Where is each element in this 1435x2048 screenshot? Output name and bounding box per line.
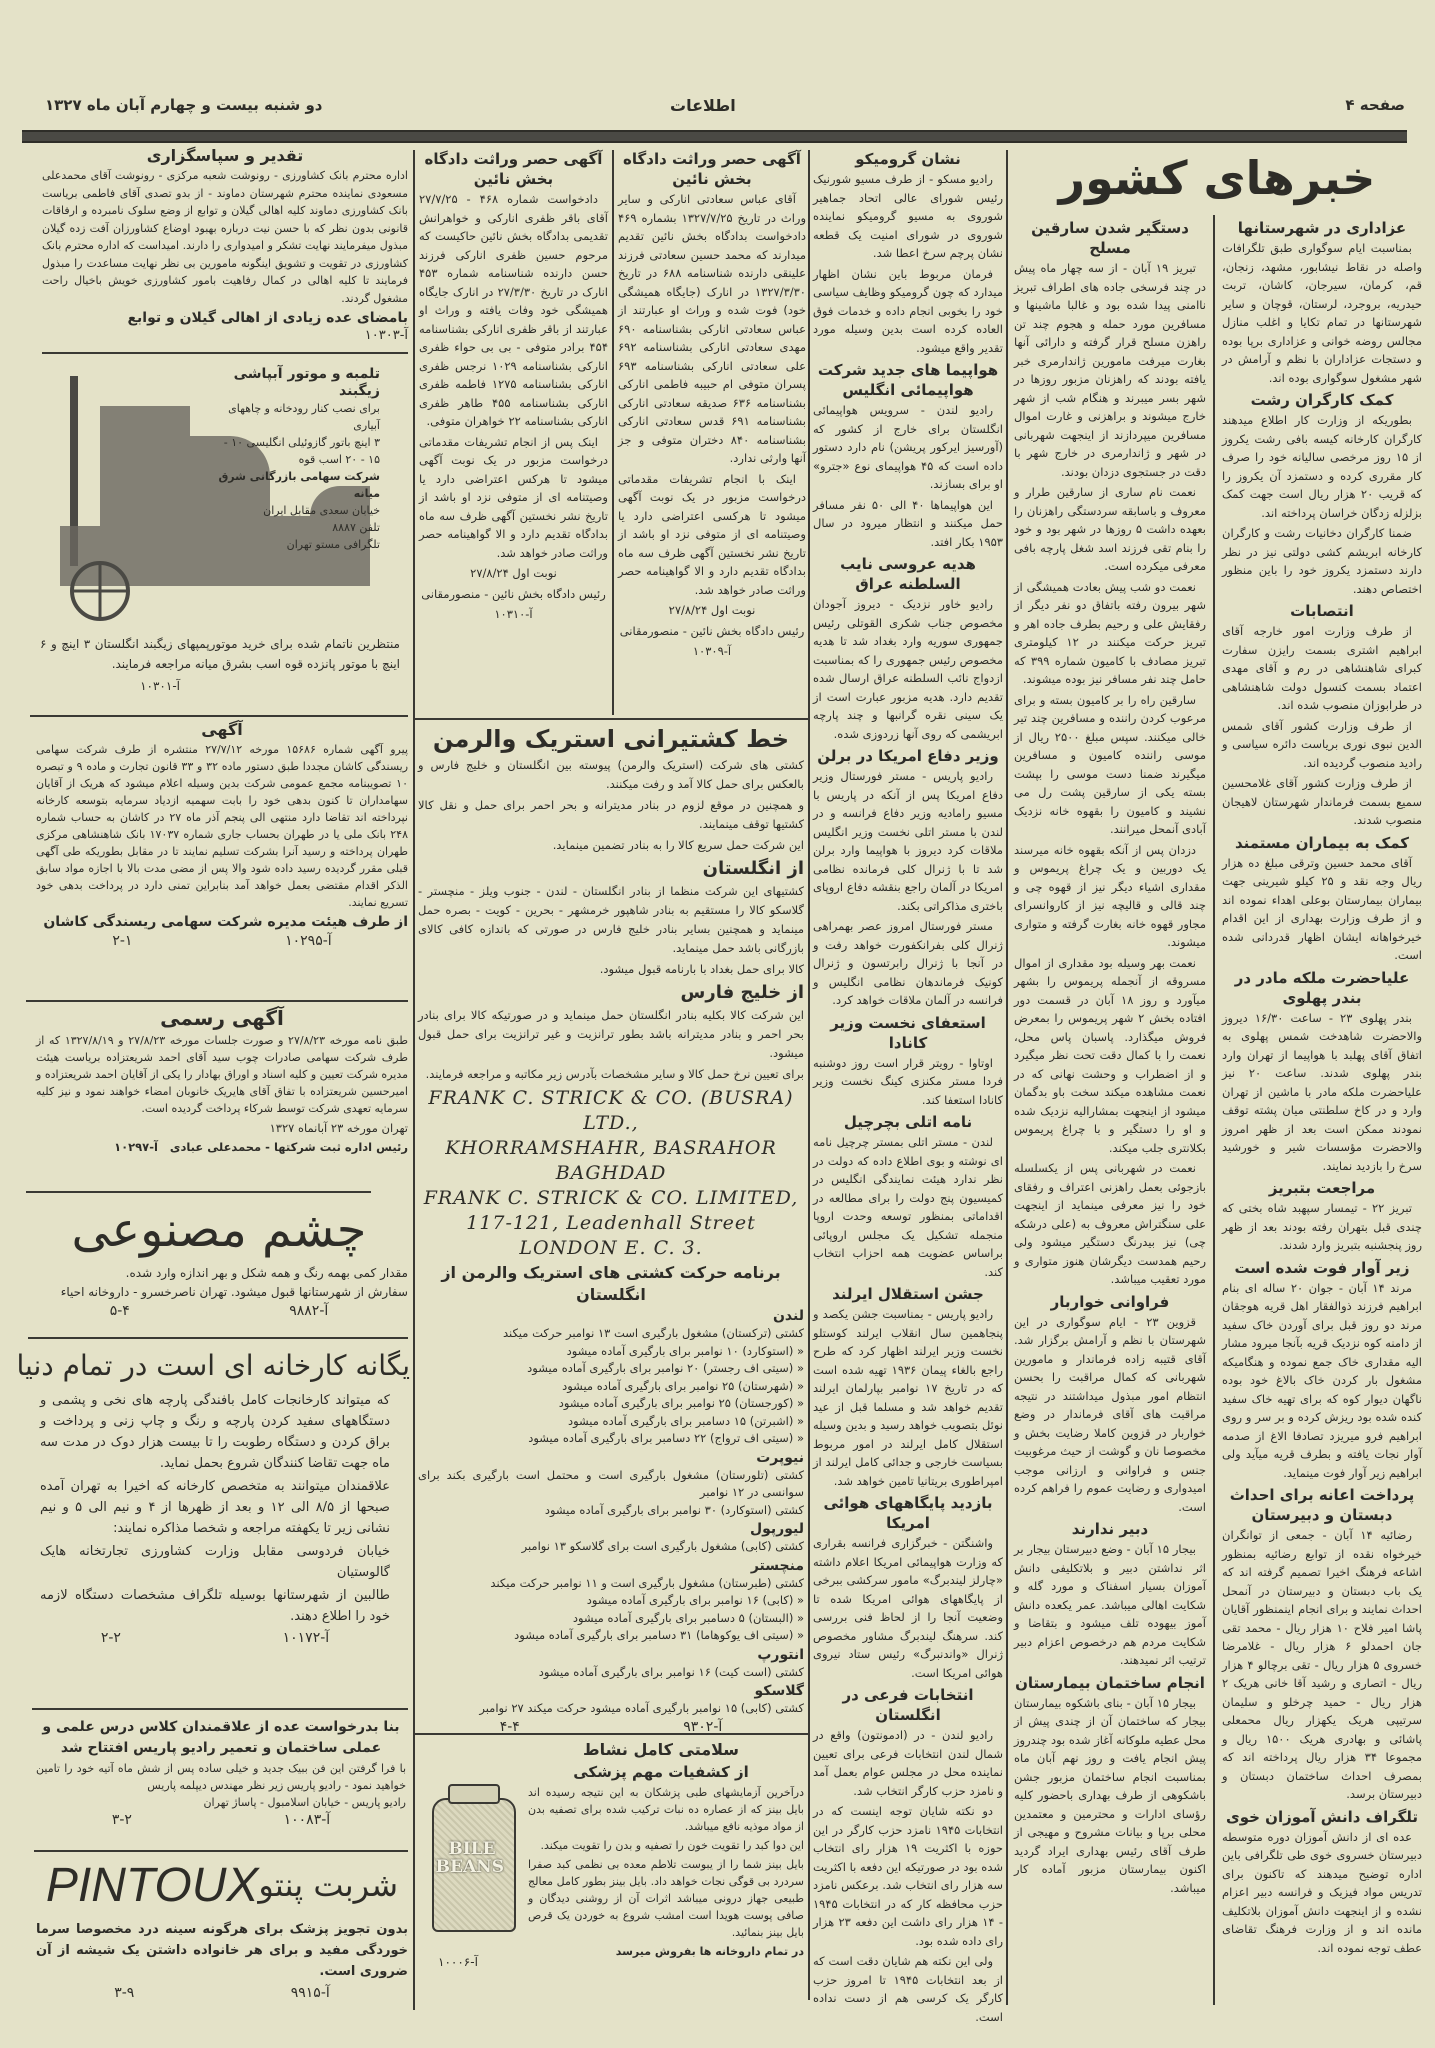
schedule-line: « (اشبرتن) ۱۵ دسامبر برای بارگیری آماده میشود — [567, 1413, 804, 1428]
ad-divider — [28, 1337, 408, 1339]
ad-text: مقدار کمی بهمه رنگ و همه شکل و بهر اندازه وارد شده. — [125, 1266, 408, 1280]
article-title: انجام ساختمان بیمارستان — [1015, 1673, 1205, 1692]
article-title: فراوانی خواربار — [1050, 1292, 1170, 1311]
article-paragraph: رادیو پاریس - بمناسبت جشن یکصد و پنجاهمین سال انقلاب ایرلند کوستلو نخست وزیر ایرلند اظهار کرد که طرح راجع بالغاء پیمان ۱۹۳۶ تهیه شده است که در تاریخ ۱۷ نوامبر بپارلمان ایرلند تقدیم خواهد شد و مسلما قبل از عید نوئل بتصویب خواهد رسید و بدین وسیله استقلال کامل ایرلند در امور مربوط بسیاست خارجی و جدائی کامل ایرلند از امپراطوری بریتانیا تامین خواهد شد. — [813, 1307, 1003, 1488]
article-title: انتصابات — [1290, 602, 1354, 620]
thanks-notice — [42, 144, 408, 344]
schedule-line: کشتی (ترکستان) مشغول بارگیری است ۱۳ نوامبر حرکت میکند — [502, 1326, 804, 1340]
article-paragraph: رادیو خاور نزدیک - دیروز آجودان مخصوص جناب شکری القوتلی رئیس جمهوری سوریه وارد بغداد شد تا هدیه مخصوص رئیس جمهوری را که بمناسبت ازدواج نائب السلطنه عراق ارسال شده تقدیم دارد. هدیه مزبور عبارت است از یک سینی نقره گرانبها و چند پارچه ابریشمی که روی آنها زردوزی شده. — [813, 597, 1003, 741]
article-paragraph: مستر فورستال امروز عصر بهمراهی ژنرال کلی بفرانکفورت خواهد رفت و در آنجا با ژنرال رابرتسون و ژنرال کونیک فرماندهان نظامی انگلیس و فرانسه در آلمان ملاقات خواهد کرد. — [813, 919, 1003, 1007]
court-notice-2 — [419, 146, 608, 626]
textile-factory-ad — [16, 1342, 410, 1647]
ad-code: آ-۱۰۰۸۳ — [283, 1812, 331, 1828]
ad-code: آ-۱۰۱۷۲ — [282, 1630, 330, 1646]
article-title: مراجعت بتبریز — [1268, 1179, 1376, 1197]
schedule-port: نیوپرت — [756, 1449, 804, 1466]
section-headline: خبرهای کشور — [1058, 151, 1376, 205]
article-title: کمک کارگران رشت — [1250, 391, 1394, 409]
ad-subtitle: از انگلستان — [702, 858, 804, 879]
ad-text: این شرکت حمل سریع کالا را به بنادر تضمین مینماید. — [552, 838, 804, 852]
ad-signature: بامضای عده زیادی از اهالی گیلان و توابع — [127, 310, 408, 326]
schedule-line: « (سیتی اف رجستر) ۲۰ نوامبر برای بارگیری آماده میشود — [527, 1361, 804, 1375]
article-title: کمک به بیماران مستمند — [1234, 833, 1410, 852]
issue-date: دو شنبه بیست و چهارم آبان ماه ۱۳۲۷ — [45, 96, 323, 114]
schedule-line: کشتی (کابی) مشغول بارگیری است برای گلاسکو ۱۳ نوامبر — [521, 1539, 804, 1553]
radio-class-ad — [36, 1716, 406, 1829]
ad-caption: منتظرین ناتمام شده برای خرید موتورپمپهای زیگبند انگلستان ۳ اینچ و ۶ اینچ با موتور پانزده قوه اسب بشرق میانه مراجعه فرمایند. — [40, 637, 400, 671]
schedule-line: کشتی (تلورستان) مشغول بارگیری است و محتمل است بارگیری بکند برای سوانسی در ۱۲ نوامبر — [418, 1467, 804, 1499]
article-paragraph: دادخواست شماره ۴۶۸ - ۲۷/۷/۲۵ آقای باقر ظفری انارکی و خواهرانش تقدیمی بدادگاه بخش نائین حاکیست که مرحوم حسین ظفری انارکی فرزند حسن دارنده شناسنامه شماره ۴۵۳ انارک در تاریخ ۲۷/۳/۳۰ در انارک جایگاه همیشگی خود وفات یافته و وراث او عبارتند از باقر ظفری انارکی بشناسنامه ۴۵۴ برادر متوفی - بی بی حواء ظفری انارکی بشناسنامه ۱۰۲۹ نرجس ظفری انارکی بشناسنامه ۱۲۷۵ فاطمه ظفری انارکی بشناسنامه ۴۵۵ طاهر ظفری انارکی بشناسنامه ۲۲ خواهران متوفی. — [419, 192, 608, 428]
ad-title: آگهی — [201, 720, 243, 739]
ad-title: آگهی رسمی — [160, 1006, 284, 1030]
ad-address: خیابان سعدی مقابل ایران — [263, 504, 380, 517]
schedule-port: گلاسکو — [754, 1683, 804, 1699]
ad-count: ۲-۲ — [100, 1630, 121, 1646]
schedule-line: « (کابی) ۱۶ نوامبر برای بارگیری آماده میشود — [586, 1593, 804, 1607]
ad-codes — [20, 1629, 410, 1647]
column-divider — [808, 150, 810, 2000]
schedule-line: کشتی (است کیت) ۱۶ نوامبر برای بارگیری آماده میشود — [538, 1664, 804, 1679]
ad-code: آ-۱۰۰۰۶ — [438, 1955, 478, 1969]
ad-count: ۳-۹ — [114, 1985, 135, 2001]
pintoux-syrup-ad — [36, 1855, 408, 2002]
article-paragraph: مرند ۱۴ آبان - جوان ۲۰ ساله ای بنام ابراهیم فرزند ذوالفقار اهل قریه هوجقان مرند دو روز قبل برای آوردن خاک سفید از دامنه کوه نزدیک قریه بآنجا میرود مشار الیه مقداری خاک جمع نموده و هنگامیکه مشغول بار کردن خاک بالاغ خود بوده ناگهان دیوار کوه که برای تهیه خاک سفید کنده شده بود ریزش کرده و بر سر و روی ابراهیم فرو میریزد تصادفا الاغ از صدمه آوار نجات یافته و بطرف قریه میآید ولی ابراهیم زیر آوار فوت مینماید. — [1222, 1280, 1422, 1480]
address-line: FRANK C. STRICK & CO. (BUSRA) LTD., — [428, 1087, 794, 1134]
notice-code: آ-۱۰۳۰۹ — [692, 644, 732, 658]
column-divider — [1213, 215, 1215, 2005]
news-column-a — [1222, 215, 1422, 1959]
ad-signature — [36, 1138, 408, 1157]
column-divider — [1006, 150, 1008, 2005]
schedule-port: منچستر — [750, 1557, 804, 1574]
ad-text: که میتواند کارخانجات کامل بافندگی پارچه های نخی و پشمی و دستگاههای سفید کردن پارچه و رنگ و چاپ زنی و پرداخت و براق کردن و دستگاه رطوبت را تا بیست هزار دوک در مدت سه ماه جهت تقاضا کنندگان شروع بحمل نماید. — [40, 1393, 390, 1471]
ad-codes — [36, 932, 408, 950]
medicine-bottle-illustration — [432, 1798, 516, 1932]
section-divider — [415, 718, 808, 720]
address-line: LONDON E. C. 3. — [519, 1237, 703, 1259]
address-line: FRANK C. STRICK & CO. LIMITED, — [423, 1187, 799, 1209]
pump-engine-ad — [20, 356, 410, 712]
address-line: KHORRAMSHAHR, BASRAHOR BAGHDAD — [445, 1137, 777, 1184]
ad-codes — [36, 1811, 406, 1829]
ad-text: سفارش از شهرستانها قبول میشود. تهران ناصرخسرو - داروخانه احیاء — [60, 1285, 408, 1299]
ad-telegraph: تلگرافی مستو تهران — [286, 538, 380, 551]
article-paragraph: تبریز ۲۲ - تیمسار سپهبد شاه بختی که چندی قبل بتهران رفته بودند بعد از ظهر روز پنجشنبه بتبریز وارد شدند. — [1222, 1201, 1422, 1252]
article-paragraph: اوتاوا - رویتر قرار است روز دوشنبه فردا مستر مکنزی کینگ نخست وزیر کانادا استعفا کند. — [813, 1055, 1003, 1107]
article-title: دستگیر شدن سارقین مسلح — [1031, 219, 1189, 257]
article-paragraph: نعمت در شهربانی پس از یکسلسله بازجوئی بعمل راهزنی اعتراف و رفقای خود را نیز معرفی مینماید از اینجهت علی سنگتراش معروف به (علی درشکه چی) نیز بیدرنگ دستگیر میشود ولی رحیم همدست دیگرشان هنوز متواری و مورد تعقیب میباشد. — [1014, 1161, 1206, 1286]
article-paragraph: رادیو مسکو - از طرف مسیو شورنیک رئیس شورای عالی اتحاد جماهیر شوروی به مسیو گرومیکو نماینده شوروی در شورای امنیت یک قطعه نشان پرچم سرخ اعطا شد. — [813, 172, 1003, 260]
ad-count: ۳-۲ — [111, 1812, 132, 1828]
article-paragraph: بمناسبت ایام سوگواری طبق تلگرافات واصله در نقاط نیشابور، مشهد، زنجان، قم، کرمان، سیرجان، کاشان، تربت حیدریه، بروجرد، لرستان، قوچان و سایر شهرستانها در تمام تکایا و اغلب منازل مجالس روضه خوانی و عزاداری برپا بوده و دستجات عزاداران با نظم و آرامش در شهر مشغول سوگواری بوده اند. — [1222, 241, 1422, 385]
article-title: بازدید پایگاههای هوائی امریکا — [823, 1494, 993, 1532]
article-paragraph: دو نکته شایان توجه اینست که در انتخابات ۱۹۴۵ نامزد حزب کارگر در این حوزه با اکثریت ۱۹ هزار رای انتخاب شده بود در صورتیکه این دفعه با اکثریت سه هزار رای انتخاب شد. برعکس نامزد حزب محافظه کار که در انتخابات ۱۹۴۵ - ۱۴ هزار رای داشت این دفعه ۲۳ هزار رای داده شده بود. — [813, 1804, 1004, 1948]
article-title: جشن استقلال ایرلند — [832, 1285, 984, 1303]
article-title: زیر آوار فوت شده است — [1234, 1258, 1410, 1277]
ad-divider — [26, 1191, 371, 1193]
shipping-schedule — [418, 1307, 804, 1718]
ad-text: درآخرین آزمایشهای طبی پزشکان به این نتیجه رسیده اند بایل بینز که از عصاره ده نبات ترکیب شده برای تصفیه بدن از مواد موذیه نافع میباشد. — [528, 1786, 804, 1833]
ad-title: تقدیر و سپاسگزاری — [146, 146, 304, 165]
schedule-port: لیورپول — [750, 1521, 804, 1537]
article-paragraph: آقای عباس سعادتی انارکی و سایر وراث در تاریخ ۱۳۲۷/۷/۲۵ بشماره ۴۶۹ دادخواست بدادگاه بخش نائین تقدیم میدارند که محمد حسین سعادتی فرزند علینقی دارنده شناسنامه ۶۸۸ در تاریخ ۱۳۲۷/۳/۳۰ در انارک (جایگاه همیشگی خود) فوت شده و وراث او عبارتند از عباس سعادتی انارکی بشناسنامه ۶۹۰ مهدی سعادتی انارکی بشناسنامه ۶۹۲ علی سعادتی انارکی بشناسنامه ۶۹۳ پسران متوفی ام حبیبه فاطمی انارکی بشناسنامه ۶۳۶ صدیقه سعادتی انارکی بشناسنامه ۶۹۱ قدس سعادتی انارکی بشناسنامه ۸۴۰ دختران متوفی و جز آنها وارثی ندارد. — [618, 192, 806, 465]
ad-text: کالا برای حمل بغداد با بارنامه قبول میشود. — [599, 962, 804, 976]
ad-text: بدون تجویز پزشک برای هرگونه سینه درد مخصوصا سرما خوردگی مفید و برای هر خانواده داشتن یک شیشه از آن ضروری است. — [36, 1922, 408, 1979]
ad-title: یگانه کارخانه ای است در تمام دنیا — [16, 1349, 410, 1382]
ad-codes — [36, 1984, 408, 2002]
ad-phone: تلفن ۸۸۸۷ — [332, 521, 380, 534]
ad-code: آ-۹۸۸۲ — [289, 1303, 329, 1319]
article-paragraph: بندر پهلوی ۲۳ - ساعت ۱۶/۳۰ دیروز والاحضرت شاهدخت شمس پهلوی به اتفاق آقای پهلبد با هواپیما از تهران وارد بندر پهلوی شدند. ساعت ۲۰ نیز علیاحضرت ملکه مادر با ماشین از تهران وارد و در کاخ سلطنتی میان پشته توقف نمودند ممکن است بعد از ظهر امروز والاحضرت مؤسسات شیر و خورشید سرخ را بازدید نمایند. — [1222, 1010, 1423, 1173]
ad-divider — [42, 352, 408, 354]
article-paragraph: ولی این نکته هم شایان دقت است که از بعد انتخابات ۱۹۴۵ تا امروز حزب کارگر یک کرسی هم از دست نداده است. — [813, 1954, 1003, 2024]
ad-signature-text: رئیس اداره ثبت شرکتها - محمدعلی عبادی — [169, 1140, 408, 1154]
ad-divider — [32, 1708, 408, 1710]
schedule-line: « (شهرستان) ۲۵ نوامبر برای بارگیری آماده میشود — [562, 1378, 804, 1393]
ad-code: آ-۹۹۱۵ — [290, 1985, 330, 2001]
ad-text: کشتی های شرکت (استریک والرمن) پیوسته بین انگلستان و خلیج فارس و بالعکس برای حمل کالا آمد و رفت میکنند. — [418, 758, 804, 791]
article-title: نامه اتلی بچرچیل — [843, 1113, 973, 1131]
schedule-line: « (کورجستان) ۲۵ نوامبر برای بارگیری آماده میشود — [558, 1396, 804, 1410]
article-title: علیاحضرت ملکه مادر در بندر پهلوی — [1234, 968, 1410, 1007]
kashan-notice — [36, 719, 408, 950]
ad-text: برای تعیین نرخ حمل کالا و سایر مشخصات بآدرس زیر مکاتبه و مراجعه فرمایند. — [425, 1067, 804, 1081]
ad-codes — [30, 1302, 408, 1320]
bottle-label: BILE BEANS — [435, 1839, 504, 1877]
article-title: نشان گرومیکو — [855, 150, 961, 168]
article-paragraph: نعمت دو شب پیش بعادت همیشگی از شهر بیرون رفته باتفاق دو نفر دیگر از رفقایش علی و رحیم بطرف جاده اهر و تبریز حرکت میکنند در ۱۲ کیلومتری تبریز مصادف با کامیون شماره ۳۹۹ که حامل چند نفر مسافر نیز بوده میشوند. — [1014, 579, 1207, 686]
article-title: تلگراف دانش آموزان خوی — [1225, 1807, 1419, 1826]
ad-text: این دوا کبد را تقویت خون را تصفیه و بدن را تقویت میکند. — [540, 1839, 804, 1852]
article-paragraph: از طرف وزارت کشور آقای شمس الدین نبوی نوری بریاست دائره سیاسی و رادید منصوب گردیده اند. — [1222, 718, 1422, 770]
article-title: آگهی حصر وراثت دادگاه بخش نائین — [424, 150, 603, 188]
ad-signature: از طرف هیئت مدیره شرکت سهامی ریسندگی کاشان — [43, 914, 408, 930]
article-paragraph: واشنگتن - خبرگزاری فرانسه بقراری که وزارت هواپیمائی امریکا اعلام داشته «چارلز لیندبرگ» مامور سرکشی ببرخی از پایگاههای هوائی امریکا شده تا وضعیت آنجا را از لحاظ فنی بررسی کند. سرهنگ لیندبرگ مشاور مخصوص ژنرال «واندنبرگ» رئیس ستاد نیروی هوائی امریکا است. — [813, 1536, 1003, 1680]
notice-sign: رئیس دادگاه بخش نائین - منصورمقانی — [619, 623, 805, 638]
news-column-b — [1014, 215, 1206, 1899]
ad-title: خط کشتیرانی استریک والرمن — [432, 725, 790, 753]
article-title: دبیر ندارند — [1071, 1520, 1149, 1538]
article-title: عزاداری در شهرستانها — [1237, 219, 1407, 237]
schedule-line: « (استوکارد) ۱۰ نوامبر برای بارگیری آماده میشود — [566, 1343, 804, 1358]
notice-sign: رئیس دادگاه بخش نائین - منصورمقانی — [421, 586, 606, 601]
ad-date: تهران مورخه ۲۳ آبانماه ۱۳۲۷ — [269, 1121, 408, 1135]
schedule-port: لندن — [772, 1308, 804, 1324]
product-name-latin: PINTOUX — [45, 1858, 259, 1912]
article-paragraph: فرمان مربوط باین نشان اظهار میدارد که چون گرومیکو وظایف سیاسی خود را بخوبی انجام داده و خدمات فوق العاده کرده است بدین وسیله مورد تقدیر واقع میشود. — [813, 266, 1003, 355]
article-paragraph: اینک پس از انجام تشریفات مقدماتی درخواست مزبور در یک نوبت آگهی میشود تا هرکس اعتراضی دارد یا وصیتنامه ای از متوفی نزد او باشد از تاریخ نشر نخستین آگهی ظرف سه ماه بدادگاه تقدیم دارد و الا گواهینامه حصر وراثت صادر خواهد شد. — [419, 434, 608, 560]
newspaper-name: اطلاعات — [670, 96, 736, 115]
ad-text: ۳ اینچ باتور گازوئیلی انگلیسی ۱۰ - ۱۵ - ۲۰ اسب قوه — [223, 436, 380, 466]
article-paragraph: بطوریکه از وزارت کار اطلاع میدهند کارگران کارخانه کیسه بافی رشت یکروز از ۱۵ روز مرخصی سالیانه خود را صرف کار مقرری کرده و دستمزد آن یکروز را که قریب ۲۰ هزار ریال است جهت کمک بزلزله زدگان خراسان پرداخته اند. — [1222, 413, 1423, 520]
article-paragraph: ضمنا کارگران دخانیات رشت و کارگران کارخانه ابریشم کشی دولتی نیز در نظر دارند دستمزد یکروز خود را باین منظور اختصاص دهند. — [1222, 526, 1422, 596]
ad-code: آ-۱۰۳۰۳ — [364, 328, 408, 343]
ad-title: سلامتی کامل نشاط — [582, 1740, 740, 1759]
page-number: صفحه ۴ — [1345, 96, 1405, 114]
ad-divider — [30, 715, 408, 717]
article-title: پرداخت اعانه برای احداث دبستان و دبیرستان — [1229, 1486, 1415, 1524]
article-paragraph: آقای محمد حسین وترقی مبلغ ده هزار ریال وجه نقد و ۲۵ کیلو شیرینی جهت بیماران بیمارستان بوعلی اهداء نموده اند و از طرف وزارت بهداری از این اقدام خیرخواهانه ایشان اظهار قدردانی شده است. — [1222, 855, 1422, 962]
ad-code: آ-۱۰۲۹۵ — [285, 933, 332, 949]
masthead-rule — [22, 130, 1407, 143]
article-paragraph: لندن - مستر اتلی بمستر چرچیل نامه ای نوشته و بوی اطلاع داده که دولت در نظر ندارد هیئت نمایندگی انگلیس در کمیسیون پنج دولت را برای مطالعه در اقداماتی بمنظور توسعه وحدت اروپا منجمله تشکیل یک مجلس اروپائی براساس عضویت همه احزاب انتخاب کند. — [813, 1135, 1003, 1279]
schedule-line: کشتی (استوکارد) ۳۰ نوامبر برای بارگیری آماده میشود — [544, 1502, 804, 1517]
column-divider — [413, 150, 415, 2010]
ad-title: بنا بدرخواست عده از علاقمندان کلاس درس علمی و عملی ساختمان و تعمیر رادیو پاریس افتتاح شد — [42, 1719, 400, 1756]
schedule-line: « (سیتی اف یوکوهاما) ۳۱ دسامبر برای بارگیری آماده میشود — [514, 1628, 804, 1642]
ad-code: آ-۱۰۳۰۱ — [140, 679, 180, 693]
ad-text: با فرا گرفتن این فن ببیک جدید و خیلی ساده پس از شش ماه آتیه خود را تامین خواهید نمود - رادیو پاریس زیر نظر مهندس دیپلمه پاریس — [36, 1762, 406, 1792]
article-paragraph: رادیو لندن - سرویس هواپیمائی انگلستان برای خارج از کشور که (آورسیز ایرکور پریشن) نام دارد دستور داده است که ۴۵ هواپیمای نوع «جترو» او برای بسازند. — [813, 403, 1003, 491]
ad-text: علاقمندان میتوانند به متخصص کارخانه که اخیرا به تهران آمده صبحها از ۸/۵ الی ۱۲ و بعد از ظهرها از ۴ و نیم الی ۵ و نیم نشانی زیر تا یکهفته مراجعه و شخصا مذاکره نمایند: — [40, 1479, 390, 1536]
ad-count: ۵-۴ — [109, 1303, 130, 1319]
ad-company: شرکت سهامی بازرگانی شرق میانه — [218, 470, 380, 500]
article-paragraph: اینک با انجام تشریفات مقدماتی درخواست مزبور در یک نوبت آگهی میشود تا هرکسی اعتراضی دارد یا وصیتنامه ای از متوفی نزد او باشد از تاریخ نشر نخستین آگهی ظرف سه ماه بدادگاه تقدیم دارد و الا گواهینامه حصر وراثت صادر خواهد شد. — [618, 471, 806, 597]
ad-code: آ-۱۰۲۹۷ — [114, 1140, 158, 1154]
article-paragraph: دزدان پس از آنکه بقهوه خانه میرسند یک دوربین و یک چراغ پریموس و مقداری اشیاء دیگر نیز از قهوه چی و چند قالی و قالیچه نیز از کاروانسرای مجاور قهوه خانه بغارت گرفته و متواری میشوند. — [1014, 842, 1206, 949]
article-paragraph: رادیو پاریس - مستر فورستال وزیر دفاع امریکا پس از آنکه در پاریس با مسیو رامادیه وزیر دفاع فرانسه و در لندن با مستر اتلی نخست وزیر انگلیس ملاقات کرد دیروز با هواپیما وارد برلن شد تا با ژنرال کلی فرمانده نظامی امریکا در آلمان راجع بنقشه دفاع اروپای باختری مذاکراتی بکند. — [813, 769, 1003, 913]
article-paragraph: از طرف وزارت کشور آقای غلامحسین سمیع بسمت فرماندار شهرستان لاهیجان منصوب شدند. — [1222, 776, 1422, 827]
article-paragraph: عده ای از دانش آموزان دوره متوسطه دبیرستان خسروی خوی طی تلگرافی باین اداره توضیح میدهند که تاکنون برای تدریس مواد فیزیک و فرانسه دبیر اعزام نشده و از اینجهت دانش آموزان بلاتکلیف مانده اند و از وزارت فرهنگ تقاضای عطف توجه نموده اند. — [1222, 1829, 1422, 1955]
ad-text: طبق نامه مورخه ۲۷/۸/۲۳ و صورت جلسات مورخه ۲۷/۸/۲۳ و ۱۳۲۷/۸/۱۹ که از طرف شرکت سهامی صادرات چوب سید آقای احمد شریعتزاده بریاست هیئت مدیره شرکت تعیین و کلیه اسناد و اوراق بهادار را یکی از آقایان احمد شریعتزاده و امیرحسین شریعتزاده با تفاق آقای هایریک خانوبان امضاء خواهند نمود و نیز کلیه سرمایه تعهدی شرکت توسط شرکاء پرداخت گردیده است. — [36, 1034, 409, 1115]
article-title: هدیه عروسی نایب السلطنه عراق — [840, 555, 976, 593]
schedule-line: « (البستان) ۵ دسامبر برای بارگیری آماده میشود — [572, 1610, 804, 1625]
article-paragraph: نعمت نام ساری از سارقین طرار و معروف و باسابقه سردستگی راهزنان را بعهده داشت ۵ روزها در شهر بود و خود را بنام تقی فرزند اسد شغل پارچه بافی معرفی میکرده است. — [1014, 485, 1207, 573]
article-title: انتخابات فرعی در انگلستان — [842, 1686, 974, 1724]
ad-codes — [418, 1718, 804, 1736]
article-paragraph: رضائیه ۱۴ آبان - جمعی از توانگران خیرخواه نقده از توابع رضائیه بمنظور اشاعه فرهنگ اخیرا تصمیم گرفته اند که یک باب دبستان و دبیرستان در آنمحل احداث نمایند و برای انجام اینمنظور آقایان پاشا امیر فلاح ۱۰ هزار ریال - محمد تقی جان احمدلو ۶ هزار ریال - غلامرضا خسروی ۵ هزار ریال - تقی برچالو ۴ هزار ریال - اتصاری و رشید آقا خانی هریک ۲ هزار ریال - حمید چرخلو و سلیمان سرتیپی هریک یکهزار ریال محمعلی پاشائی و بهادری هریک ۱۵۰۰ ریال و مجموعا ۳۴ هزار ریال پرداخته اند که بمصرف احداث ساختمان دبستان و دبیرستان برسد. — [1222, 1528, 1422, 1801]
schedule-line: کشتی (کابی) ۱۵ نوامبر بارگیری آماده میشود حرکت میکند ۲۷ نوامبر — [479, 1701, 804, 1715]
article-paragraph: سارقین راه را بر کامیون بسته و برای مرعوب کردن راننده و مسافرین چند تیر خالی میکنند. سپس مبلغ ۲۵۰۰ ریال از موسی راننده کامیون و مسافرین میگیرند ضمنا دست موسی را بپشت بسته یکی از سارقین پشت رل می نشیند و کامیون را بقهوه خانه نزدیک آبادی آنمحل میرانند. — [1014, 692, 1206, 836]
ad-divider — [26, 1000, 408, 1002]
ad-text: برای نصب کنار رودخانه و چاههای آبیاری — [228, 402, 380, 432]
ad-count: ۲-۱ — [112, 933, 133, 949]
article-title: وزیر دفاع امریکا در برلن — [817, 747, 999, 765]
article-paragraph: قزوین ۲۳ - ایام سوگواری در این شهرستان با نظم و آرامش برگزار شد. آقای قتیبه زاده فرماندار و مامورین شهربانی که کمال مراقبت را بحسن انتظام امور مبذول میداشتند در نتیجه مراقبت های آقای فرماندار در وضع خواربار در قزوین کاملا رضایت بخش و مخصوصا نان و گوشت از حیث مرغوبیت جنس و فراوانی و ارزانی موجب امیدواری و رضایت عموم را فراهم کرده است. — [1014, 1314, 1206, 1514]
article-paragraph: رادیو لندن - در (ادمونتون) واقع در شمال لندن انتخابات فرعی برای تعیین نماینده محل در مجلس عوام بعمل آمد و نامزد حزب کارگر انتخاب شد. — [813, 1728, 1003, 1798]
article-paragraph: بیجار ۱۵ آبان - وضع دبیرستان بیجار بر اثر نداشتن دبیر و بلاتکلیفی دانش آموزان بسیار اسفناک و مورد گله و شکایت اهالی میباشد. عمر یکعده دانش آموز بیهوده تلف میشود و بتقاضا و شکایت مردم هم درخصوص اعزام دبیر ترتیب اثر نمیدهند. — [1014, 1542, 1206, 1667]
ad-text: پیرو آگهی شماره ۱۵۶۸۶ مورخه ۲۷/۷/۱۲ منتشره از طرف شرکت سهامی ریسندگی کاشان مجددا طبق دستور ماده ۳۲ و ۳۳ قانون تجارت و ماده ۹ و تبصره ۱۰ تصویبنامه مجمع عمومی شرکت بدین وسیله اعلام میشود که هریک از آقایان سهامداران تا کنون بدهی خود را بابت سهمیه ازدیاد سرمایه بتوسعه کارخانه نپرداخته اند تقاضا دارد منتهی الی پنجم آذر ماه ۲۷ در کاشان به حساب شماره ۲۴۸ بانک ملی یا در طهران بحساب جاری شماره ۱۷۰۳۷ بانک شاهنشاهی مرکزی طهران پرداخته و رسید آنرا بشرکت تسلیم نمایند تا در مقابل بطوریکه طی آگهی قبلی مقرر گردیده رسید داده شود والا پس از مضی مدت بالا با اجازه مواد سابق الذکر اقدام مقتضی بعمل خواهد آمد بنابراین تمنی دارد در پرداخت بدهی خود تسریع نمایند. — [36, 743, 409, 909]
ad-address: رادیو پاریس - خیابان اسلامبول - پاساژ تهران — [203, 1796, 406, 1809]
product-name-persian: شربت پنتو — [258, 1865, 399, 1904]
schedule-title: برنامه حرکت کشتی های استریک والرمن از انگلستان — [441, 1263, 781, 1304]
ad-text: این شرکت کالا بکلیه بنادر انگلستان حمل مینماید و در صورتیکه کالا برای بنادر بحر احمر و بنادر مدیترانه باشد بطور ترانزیت و غیر ترانزیت برای حمل قبول میشود. — [418, 1008, 804, 1060]
ad-text: بایل بینز شما را از یبوست تلاطم معده بی نظمی کبد صفرا سردرد بی قوگی نجات خواهد داد. بایل بینز بطور کامل معالج طبیعی جهاز درونی میباشد اثرات آن از روشنی دیدگان و صافی پوست هویدا است امشب شروع به خوردن یک قرص بایل بینز بنمائید. — [528, 1858, 804, 1939]
court-notice-1 — [618, 146, 806, 663]
article-paragraph: تبریز ۱۹ آبان - از سه چهار ماه پیش در چند فرسخی جاده های اطراف تبریز ناامنی پیدا شده بود و غالبا ماشینها و مسافرین مورد حمله و هجوم چند تن راهزن مسلح قرار گرفته و دارائی آنها بغارت میرفت مامورین ژاندارمری خبر یافته بودند که راهزنان مزبور روزها در شهر بسر میبرند و هنگام شب از شهر خارج میشوند و براهزنی و غارت اموال مسافرین میپردازند از اینجهت شهربانی در شهر و ژاندارمری در خارج شهر با دقت در جستجوی دزدان بودند. — [1014, 261, 1206, 479]
ad-code: آ-۹۳۰۲ — [683, 1718, 723, 1735]
article-paragraph: بیجار ۱۵ آبان - بنای باشکوه بیمارستان بیجار که ساختمان آن از چندی پیش از محل عطیه ملوکانه آغاز شده بود چندروز پیش انجام یافت و روز نهم آبان ماه بمناسبت انجام ساختمان مزبور جشن باشکوهی از طرف بهداری باحضور کلیه رؤسای ادارات و محترمین و معتمدین محلی برپا و بیانات مشروح و مهیجی از طرف آقای رئیس بهداری ایراد گردید اکنون بیمارستان مزبور آماده کار میباشد. — [1014, 1695, 1206, 1895]
notice-footer: نوبت اول ۲۷/۸/۲۴ — [470, 566, 557, 580]
world-news-column — [813, 146, 1003, 2028]
article-paragraph: این هواپیماها ۴۰ الی ۵۰ نفر مسافر حمل میکنند و انتظار میرود در سال ۱۹۵۳ بکار افتد. — [813, 497, 1003, 549]
official-notice — [36, 1004, 408, 1157]
address-line: 117-121, Leadenhall Street — [466, 1212, 756, 1234]
ad-title: چشم مصنوعی — [71, 1202, 367, 1258]
notice-footer: نوبت اول ۲۷/۸/۲۴ — [668, 603, 756, 617]
ad-address: خیابان فردوسی مقابل وزارت کشاورزی تجارتخانه هایک گالوستیان — [40, 1544, 390, 1580]
article-title: آگهی حصر وراثت دادگاه بخش نائین — [623, 150, 801, 188]
article-title: هواپیما های جدید شرکت هواپیمائی انگلیس — [817, 361, 999, 399]
column-divider — [612, 150, 614, 715]
bile-beans-ad — [418, 1738, 804, 2003]
ad-divider — [34, 1850, 408, 1852]
article-paragraph: از طرف وزارت امور خارجه آقای ابراهیم اشتری بسمت رایزن سفارت کبرای شاهنشاهی در رم و آقای مهدی اعتماد بسمت کنسول دولت شاهنشاهی در طرابوزان منصوب شده اند. — [1222, 624, 1422, 712]
ad-text: طالبین از شهرستانها بوسیله تلگراف مشخصات دستگاه لازمه خود را اطلاع دهند. — [40, 1588, 390, 1624]
ad-text: و همچنین در موقع لزوم در بنادر مدیترانه و بحر احمر برای حمل و نقل کالا کشتیها توقف مینمایند. — [418, 798, 804, 831]
schedule-port: انتورپ — [757, 1646, 804, 1663]
schedule-line: « (سیتی اف ترواج) ۲۲ دسامبر برای بارگیری آماده میشود — [528, 1431, 804, 1445]
article-paragraph: نعمت بهر وسیله بود مقداری از اموال مسروقه از آنجمله پریموس را بشهر میآورد و روز ۱۸ آبان در قسمت دور افتاده بخش ۲ شهر پریموس را بمعرض فروش میگذارد. پاسبان پاس محل، نعمت را با کمال دقت تحت نظر میگیرد و از اضطراب و وحشت نهانی که در نعمت مشاهده میکند سخت باو بدگمان میشود از اینجهت بمشارالیه نزدیک شده و او را دستگیر و با چراغ پریموس بکلانتری جلب میکند. — [1014, 955, 1206, 1155]
artificial-eye-ad — [30, 1196, 408, 1320]
schedule-line: کشتی (طبرستان) مشغول بارگیری است و ۱۱ نوامبر حرکت میکند — [490, 1575, 804, 1590]
ad-footer: در تمام داروخانه ها بفروش میرسد — [615, 1945, 804, 1958]
ad-count: ۴-۴ — [499, 1718, 520, 1735]
ad-text: اداره محترم بانک کشاورزی - رونوشت شعبه مرکزی - رونوشت آقای محمدعلی مسعودی نماینده محترم شهرستان دماوند - از بدو تصدی آقای فاطمی بریاست بانک کشاورزی دماوند کلیه اهالی گیلان و توابع از وضع سلوک نامبرده و ارفاقات قانونی بدون نظر که با حسن نیت درباره بهبود اوضاع کشاورزان آفت زده گیلان مبذول میفرمایند نهایت تشکر و امیدواری را دارند. امیداست که اداره محترم بانک کشاورزی در تقویت و تشویق اینگونه مامورین بی نظر نهایت مساعدت را مبذول فرمایند تا کلیه اهالی در کمال رفاهیت بامور کشاورزی خویش باخیال راحت مشغول گردند. — [42, 169, 408, 305]
ad-subtitle: از کشفیات مهم پزشکی — [573, 1763, 749, 1781]
article-title: استعفای نخست وزیر کانادا — [830, 1013, 986, 1052]
ad-text: کشتیهای این شرکت منظما از بنادر انگلستان - لندن - جنوب ویلز - منچستر - گلاسکو کالا را مستقیم به بنادر شاهپور خرمشهر - بحرین - کویت - بصره حمل مینماید و همچنین بسایر بنادر خلیج فارس در صورتی که باندازه کافی کالای بازرگانی باشد حمل مینماید. — [418, 884, 804, 955]
notice-code: آ-۱۰۳۱۰ — [494, 607, 533, 621]
ad-subtitle: از خلیج فارس — [680, 982, 804, 1003]
ad-title: تلمبه و موتور آبپاشی زیگبند — [233, 366, 380, 399]
strick-shipping-ad — [418, 722, 804, 1736]
